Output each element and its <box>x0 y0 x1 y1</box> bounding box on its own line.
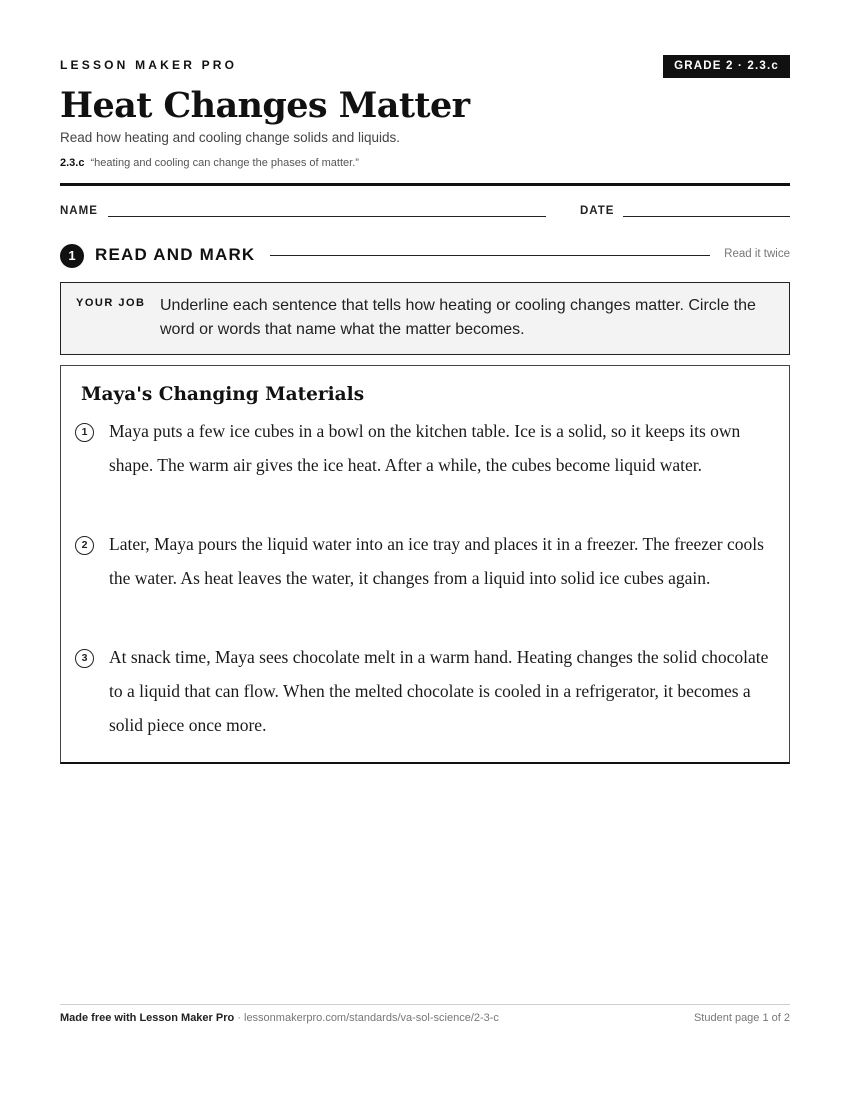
reading-passage <box>60 365 790 764</box>
section-title: READ AND MARK <box>95 245 256 264</box>
date-field[interactable] <box>623 216 790 217</box>
date-label: DATE <box>580 205 615 217</box>
footer-credit <box>60 1012 499 1024</box>
paragraph-text: At snack time, Maya sees chocolate melt in a warm hand. Heating changes the solid chocolate to a liquid that can flow. When the melted chocolate is cooled in a refrigerator, it becomes a solid piece once more. <box>109 647 769 735</box>
section-hint: Read it twice <box>724 248 790 260</box>
name-field[interactable] <box>108 216 546 217</box>
header-divider <box>60 183 790 186</box>
instructions-text: Underline each sentence that tells how heating or cooling changes matter. Circle the word or words that name what the matter becomes. <box>160 297 756 338</box>
standard-line <box>60 157 359 169</box>
paragraph-number: 3 <box>75 649 94 668</box>
paragraph-text: Maya puts a few ice cubes in a bowl on the kitchen table. Ice is a solid, so it keeps its own shape. The warm air gives the ice heat. After a while, the cubes become liquid water. <box>109 421 741 475</box>
paragraph-number: 1 <box>75 423 94 442</box>
footer-maker: Made free with Lesson Maker Pro <box>60 1012 235 1024</box>
instructions-box <box>60 282 790 355</box>
name-label: NAME <box>60 205 98 217</box>
brand-name: LESSON MAKER PRO <box>60 58 238 72</box>
footer-page-number: Student page 1 of 2 <box>693 1012 790 1024</box>
paragraph-text: Later, Maya pours the liquid water into an ice tray and places it in a freezer. The freezer cools the water. As heat leaves the water, it changes from a liquid into solid ice cubes again. <box>109 534 764 588</box>
page-subtitle: Read how heating and cooling change solids and liquids. <box>60 130 400 145</box>
footer-divider <box>60 1004 790 1005</box>
footer-url[interactable]: lessonmakerpro.com/standards/va-sol-science/2-3-c <box>244 1012 499 1024</box>
page-title: Heat Changes Matter <box>60 85 470 126</box>
section-header <box>60 243 790 269</box>
paragraph-number: 2 <box>75 536 94 555</box>
footer-separator: · <box>234 1012 244 1024</box>
name-date-fields <box>60 204 790 220</box>
section-divider <box>270 255 710 256</box>
instructions-label: YOUR JOB <box>76 297 146 309</box>
passage-title: Maya's Changing Materials <box>81 384 365 405</box>
section-number: 1 <box>60 244 84 268</box>
worksheet-page <box>60 0 790 1100</box>
standard-text: “heating and cooling can change the phases of matter.” <box>90 157 359 169</box>
grade-badge: GRADE 2 · 2.3.c <box>663 55 790 78</box>
standard-code: 2.3.c <box>60 157 85 169</box>
